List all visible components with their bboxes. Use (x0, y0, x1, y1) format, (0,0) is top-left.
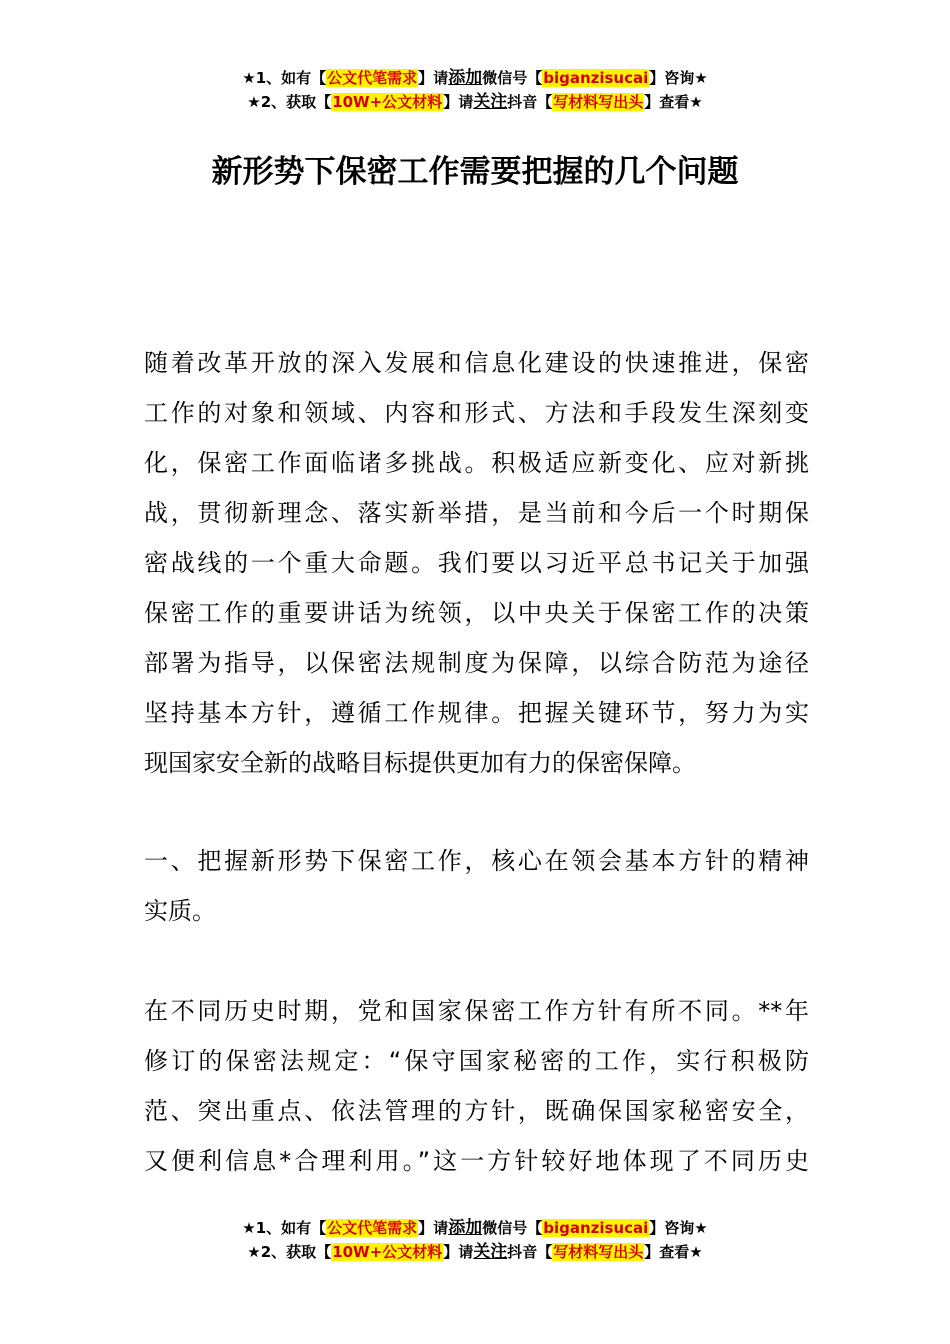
promo-highlight: 写材料写出头 (553, 1243, 644, 1261)
text-line: 保密工作的重要讲话为统领，以中央关于保密工作的决策 (144, 599, 809, 627)
section-heading-1 (144, 836, 809, 936)
promo-text: 微信号【 (482, 1219, 543, 1237)
text-line: 部署为指导，以保密法规制度为保障，以综合防范为途径 (144, 649, 809, 677)
text-line: 密战线的一个重大命题。我们要以习近平总书记关于加强 (144, 549, 809, 577)
promo-text: 】咨询★ (649, 69, 708, 87)
promo-text: 】请 (418, 1219, 449, 1237)
text-line: 战，贯彻新理念、落实新举措，是当前和今后一个时期保 (144, 499, 809, 527)
text-line: 随着改革开放的深入发展和信息化建设的快速推进，保密 (144, 349, 809, 377)
promo-text: 】查看★ (644, 1243, 703, 1261)
promo-text: ★2、获取【 (247, 93, 332, 111)
paragraph-intro (144, 338, 809, 788)
text-line: 一、把握新形势下保密工作，核心在领会基本方针的精神 (144, 847, 809, 875)
promo-text: ★2、获取【 (247, 1243, 332, 1261)
promo-text: 抖音【 (507, 93, 553, 111)
promo-text: 】请 (418, 69, 449, 87)
promo-highlight: biganzisucai (543, 69, 649, 87)
promo-text: 微信号【 (482, 69, 543, 87)
text-line: 又便利信息*合理利用。”这一方针较好地体现了不同历史 (144, 1147, 809, 1175)
promo-text: 】请 (443, 93, 474, 111)
promo-line-2 (0, 1240, 950, 1264)
promo-emphasis: 关注 (473, 1242, 508, 1262)
promo-emphasis: 添加 (448, 1218, 483, 1238)
promo-text: ★1、如有【 (242, 69, 327, 87)
text-line: 范、突出重点、依法管理的方针，既确保国家秘密安全， (144, 1097, 809, 1125)
promo-text: 抖音【 (507, 1243, 553, 1261)
text-line: 现国家安全新的战略目标提供更加有力的保密保障。 (144, 749, 696, 777)
text-line: 修订的保密法规定：“保守国家秘密的工作，实行积极防 (144, 1047, 809, 1075)
promo-highlight: biganzisucai (543, 1219, 649, 1237)
promo-emphasis: 添加 (448, 68, 483, 88)
text-line: 实质。 (144, 897, 216, 925)
text-line: 化，保密工作面临诸多挑战。积极适应新变化、应对新挑 (144, 449, 809, 477)
text-line: 工作的对象和领域、内容和形式、方法和手段发生深刻变 (144, 399, 809, 427)
paragraph-section-1 (144, 986, 809, 1186)
promo-emphasis: 关注 (473, 92, 508, 112)
promo-highlight: 写材料写出头 (553, 93, 644, 111)
text-line: 坚持基本方针，遵循工作规律。把握关键环节，努力为实 (144, 699, 809, 727)
promo-text: 】请 (443, 1243, 474, 1261)
promo-highlight: 公文代笔需求 (327, 1219, 418, 1237)
promo-text: ★1、如有【 (242, 1219, 327, 1237)
promo-highlight: 公文代笔需求 (327, 69, 418, 87)
header-promo-banner (0, 66, 950, 114)
promo-highlight: 10W+公文材料 (332, 1243, 443, 1261)
promo-text: 】咨询★ (649, 1219, 708, 1237)
promo-text: 】查看★ (644, 93, 703, 111)
promo-line-1 (0, 1216, 950, 1240)
promo-line-2 (0, 90, 950, 114)
promo-line-1 (0, 66, 950, 90)
text-line: 在不同历史时期，党和国家保密工作方针有所不同。**年 (144, 997, 809, 1025)
document-title: 新形势下保密工作需要把握的几个问题 (211, 154, 739, 190)
footer-promo-banner (0, 1216, 950, 1264)
promo-highlight: 10W+公文材料 (332, 93, 443, 111)
